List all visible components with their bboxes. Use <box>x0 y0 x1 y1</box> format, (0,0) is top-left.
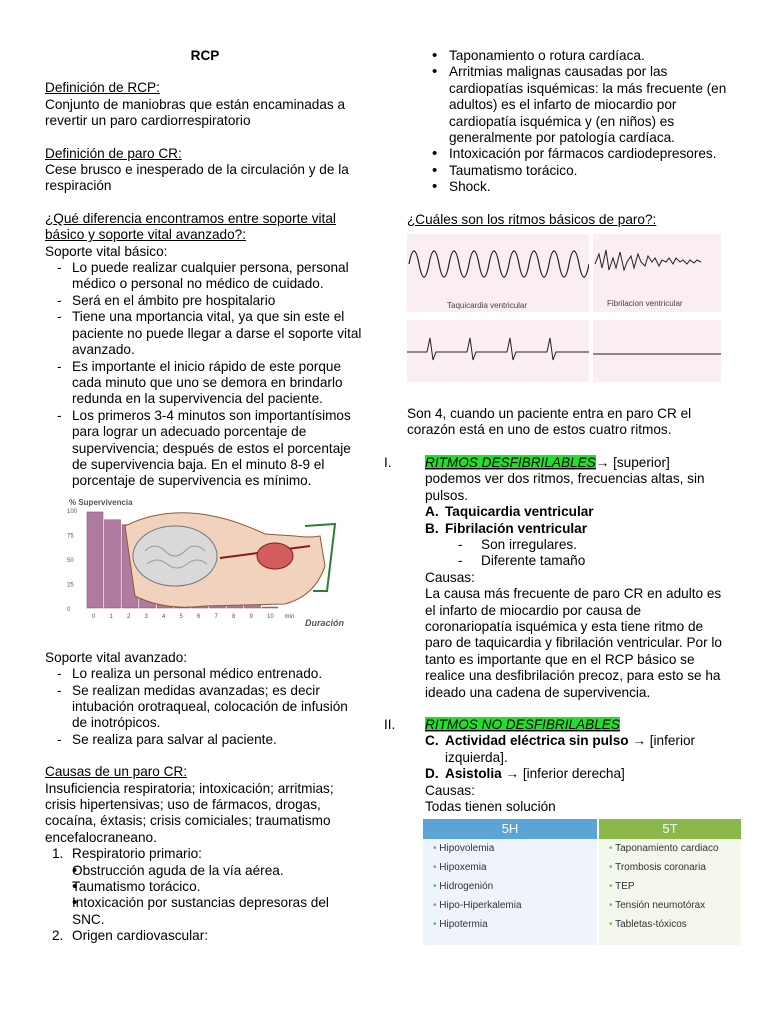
x-tick-label: 9 <box>249 613 253 620</box>
sva-heading: Soporte vital avanzado: <box>45 649 188 665</box>
item-aesp: C. Actividad eléctrica sin pulso → [inferior izquierda]. <box>425 733 696 765</box>
y-tick-label: 0 <box>67 606 71 613</box>
bar-1 <box>105 520 121 608</box>
x-tick-label: 2 <box>127 613 131 620</box>
column-5t <box>599 819 741 945</box>
x-tick-label: 7 <box>214 613 218 620</box>
ecg-figure <box>407 234 727 406</box>
table-row: • Taponamiento cardiaco <box>609 843 719 855</box>
section-no-desfibrilables: II. RITMOS NO DESFIBRILABLES C. Actividad eléctrica sin pulso → [inferior izquierda]. D. Asistolia → [inferior derecha] Causas: Todas tienen solución <box>407 717 727 815</box>
list-item: • Shock. <box>405 179 727 195</box>
causas-text: Insuficiencia respiratoria; intoxicación; arritmias; crisis hipertensivas; uso de fármacos, drogas, cocaína, éxtasis; crisis comiciales; traumatismo encefalocraneano. <box>45 780 334 845</box>
header-5h: 5H <box>423 819 597 839</box>
header-5t: 5T <box>599 819 741 839</box>
item-asistolia: D. Asistolia → [inferior derecha] <box>425 766 625 782</box>
causas-list <box>45 846 365 944</box>
table-row: • Hipo-Hiperkalemia <box>433 900 522 912</box>
son4-text: Son 4, cuando un paciente entra en paro CR el corazón está en uno de estos cuatro ritmos. <box>407 406 692 438</box>
list-item: • Taponamiento o rotura cardíaca. <box>405 48 727 64</box>
def-paro-text: Cese brusco e inesperado de la circulación y de la respiración <box>45 162 349 194</box>
caption-tv: Taquicardia ventricular <box>447 301 528 311</box>
list-item: • Taumatismo torácico. <box>45 879 365 895</box>
list-item: • Intoxicación por sustancias depresoras del SNC. <box>45 895 365 928</box>
table-row: • Hidrogenión <box>433 881 494 893</box>
item-tv: A. Taquicardia ventricular <box>425 504 594 520</box>
list-item: - Lo realiza un personal médico entrenado. <box>45 666 365 682</box>
list-item: • Obstrucción aguda de la vía aérea. <box>45 863 365 879</box>
table-5h-5t <box>423 819 741 945</box>
sec2-causas-text: Todas tienen solución <box>425 799 556 814</box>
x-tick-label: 4 <box>162 613 166 620</box>
x-tick-label: 6 <box>197 613 201 620</box>
list-item: - Se realizan medidas avanzadas; es decir intubación orotraqueal, colocación de infusión de inotrópicos. <box>45 683 365 732</box>
list-item: • Intoxicación por fármacos cardiodepresores. <box>405 146 727 162</box>
causas-label: Causas: <box>425 569 475 585</box>
label-no-desfibrilables: RITMOS NO DESFIBRILABLES <box>425 716 620 732</box>
causas-label: Causas: <box>425 782 475 798</box>
list-item: • Taumatismo torácico. <box>405 163 727 179</box>
x-axis-label: Duración <box>305 617 345 628</box>
svb-list <box>45 260 365 490</box>
table-row: • Tabletas-tóxicos <box>609 919 687 931</box>
list-item: 1. Respiratorio primario: • Obstrucción aguda de la vía aérea. • Taumatismo torácico. • Intoxicación por sustancias depresoras del SNC. <box>45 846 365 928</box>
x-tick-label: 0 <box>92 613 96 620</box>
svb-heading: Soporte vital básico: <box>45 243 168 259</box>
ritmos-question: ¿Cuáles son los ritmos básicos de paro?: <box>407 211 657 227</box>
list-item: - Los primeros 3-4 minutos son importantísimos para lograr un adecuado porcentaje de supervivencia; después de estos el porcentaje de supervivencia baja. En el minuto 8-9 el porcentaje de supervivencia es mínimo. <box>45 408 365 490</box>
item-fv: B. Fibrilación ventricular <box>425 520 588 536</box>
x-tick-label: 8 <box>232 613 236 620</box>
table-row: • TEP <box>609 881 635 893</box>
diff-question: ¿Qué diferencia encontramos entre soporte vital básico y soporte vital avanzado?: <box>45 210 336 243</box>
caption-fv: Fibrilacion ventricular <box>607 299 683 309</box>
right-column <box>384 48 727 945</box>
bar-10 <box>262 607 278 608</box>
list-item: - Son irregulares. <box>425 537 727 553</box>
left-column <box>45 48 365 945</box>
document-title: RCP <box>190 48 220 63</box>
patient-illustration <box>125 513 335 607</box>
ecg-panel-tv <box>407 234 589 312</box>
column-5h <box>423 819 597 945</box>
ecg-panel-asistolia <box>593 320 721 382</box>
table-row: • Hipoxemia <box>433 862 487 874</box>
ecg-panel-aesp <box>407 320 589 382</box>
causas-heading: Causas de un paro CR: <box>45 764 188 780</box>
y-tick-label: 100 <box>67 508 78 515</box>
def-rcp-text: Conjunto de maniobras que están encaminadas a revertir un paro cardiorrespiratorio <box>45 96 346 129</box>
survival-chart <box>65 496 365 628</box>
fv-characteristics <box>425 537 727 570</box>
table-row: • Trombosis coronaria <box>609 862 706 874</box>
def-paro-heading: Definición de paro CR: <box>45 145 182 161</box>
cardio-causes-list <box>405 48 727 196</box>
list-item: - Tiene una mportancia vital, ya que sin este el paciente no puede llegar a darse el soporte vital avanzado. <box>45 309 365 358</box>
x-tick-label: 3 <box>144 613 148 620</box>
y-tick-label: 75 <box>67 533 74 540</box>
y-axis-label: % Supervivencia <box>69 497 133 507</box>
x-tick-label: 1 <box>109 613 113 620</box>
sec1-causas-text: La causa más frecuente de paro CR en adulto es el infarto de miocardio por causa de coronariopatía isquémica y esta tiene ritmo de paro de taquicardia y fibrilación ventricular. Por lo tanto es importante que en el RCP básico se realice una desfibrilación precoz, para esto se ha ideado una cadena de supervivencia. <box>425 586 722 700</box>
sva-list <box>45 666 365 748</box>
def-rcp-heading: Definición de RCP: <box>45 80 160 96</box>
table-row: • Hipovolemia <box>433 843 495 855</box>
list-item: • Arritmias malignas causadas por las cardiopatías isquémicas: la más frecuente (en adultos) es el infarto de miocardio por cardiopatía isquémica y (en niños) es generalmente por patología cardíaca. <box>405 64 727 146</box>
ecg-panel-fv <box>593 234 721 312</box>
y-tick-label: 25 <box>67 582 74 589</box>
y-tick-label: 50 <box>67 557 74 564</box>
causa1-sublist <box>45 863 365 929</box>
bar-0 <box>87 512 103 608</box>
survival-figure <box>65 496 385 628</box>
list-item: 2. Origen cardiovascular: <box>52 928 208 944</box>
label-desfibrilables: RITMOS DESFIBRILABLES <box>425 454 596 470</box>
x-tick-label: 10 <box>267 613 274 620</box>
list-item: - Lo puede realizar cualquier persona, personal médico o personal no médico de cuidado. <box>45 260 365 293</box>
list-item: - Es importante el inicio rápido de este porque cada minuto que uno se demora en brindarlo redunda en la supervivencia del paciente. <box>45 359 365 408</box>
section-desfibrilables: I. RITMOS DESFIBRILABLES→ [superior] podemos ver dos ritmos, frecuencias altas, sin pulsos. A. Taquicardia ventricular B. Fibrilación ventricular - Son irregulares. - Diferente tamaño Causas: La causa más frecuente de paro CR en adulto es el infarto de miocardio por causa de coronariopatía isquémica y esta tiene ritmo de paro de taquicardia y fibrilación ventricular. Por lo tanto es importante que en el RCP básico se realice una desfibrilación precoz, para esto se ha ideado una cadena de supervivencia. <box>407 455 727 701</box>
x-tick-label: min <box>284 613 295 620</box>
table-row: • Tensión neumotórax <box>609 900 706 912</box>
x-tick-label: 5 <box>179 613 183 620</box>
list-item: - Diferente tamaño <box>425 553 727 569</box>
table-row: • Hipotermia <box>433 919 488 931</box>
list-item: - Será en el ámbito pre hospitalario <box>45 293 365 309</box>
list-item: - Se realiza para salvar al paciente. <box>45 732 365 748</box>
